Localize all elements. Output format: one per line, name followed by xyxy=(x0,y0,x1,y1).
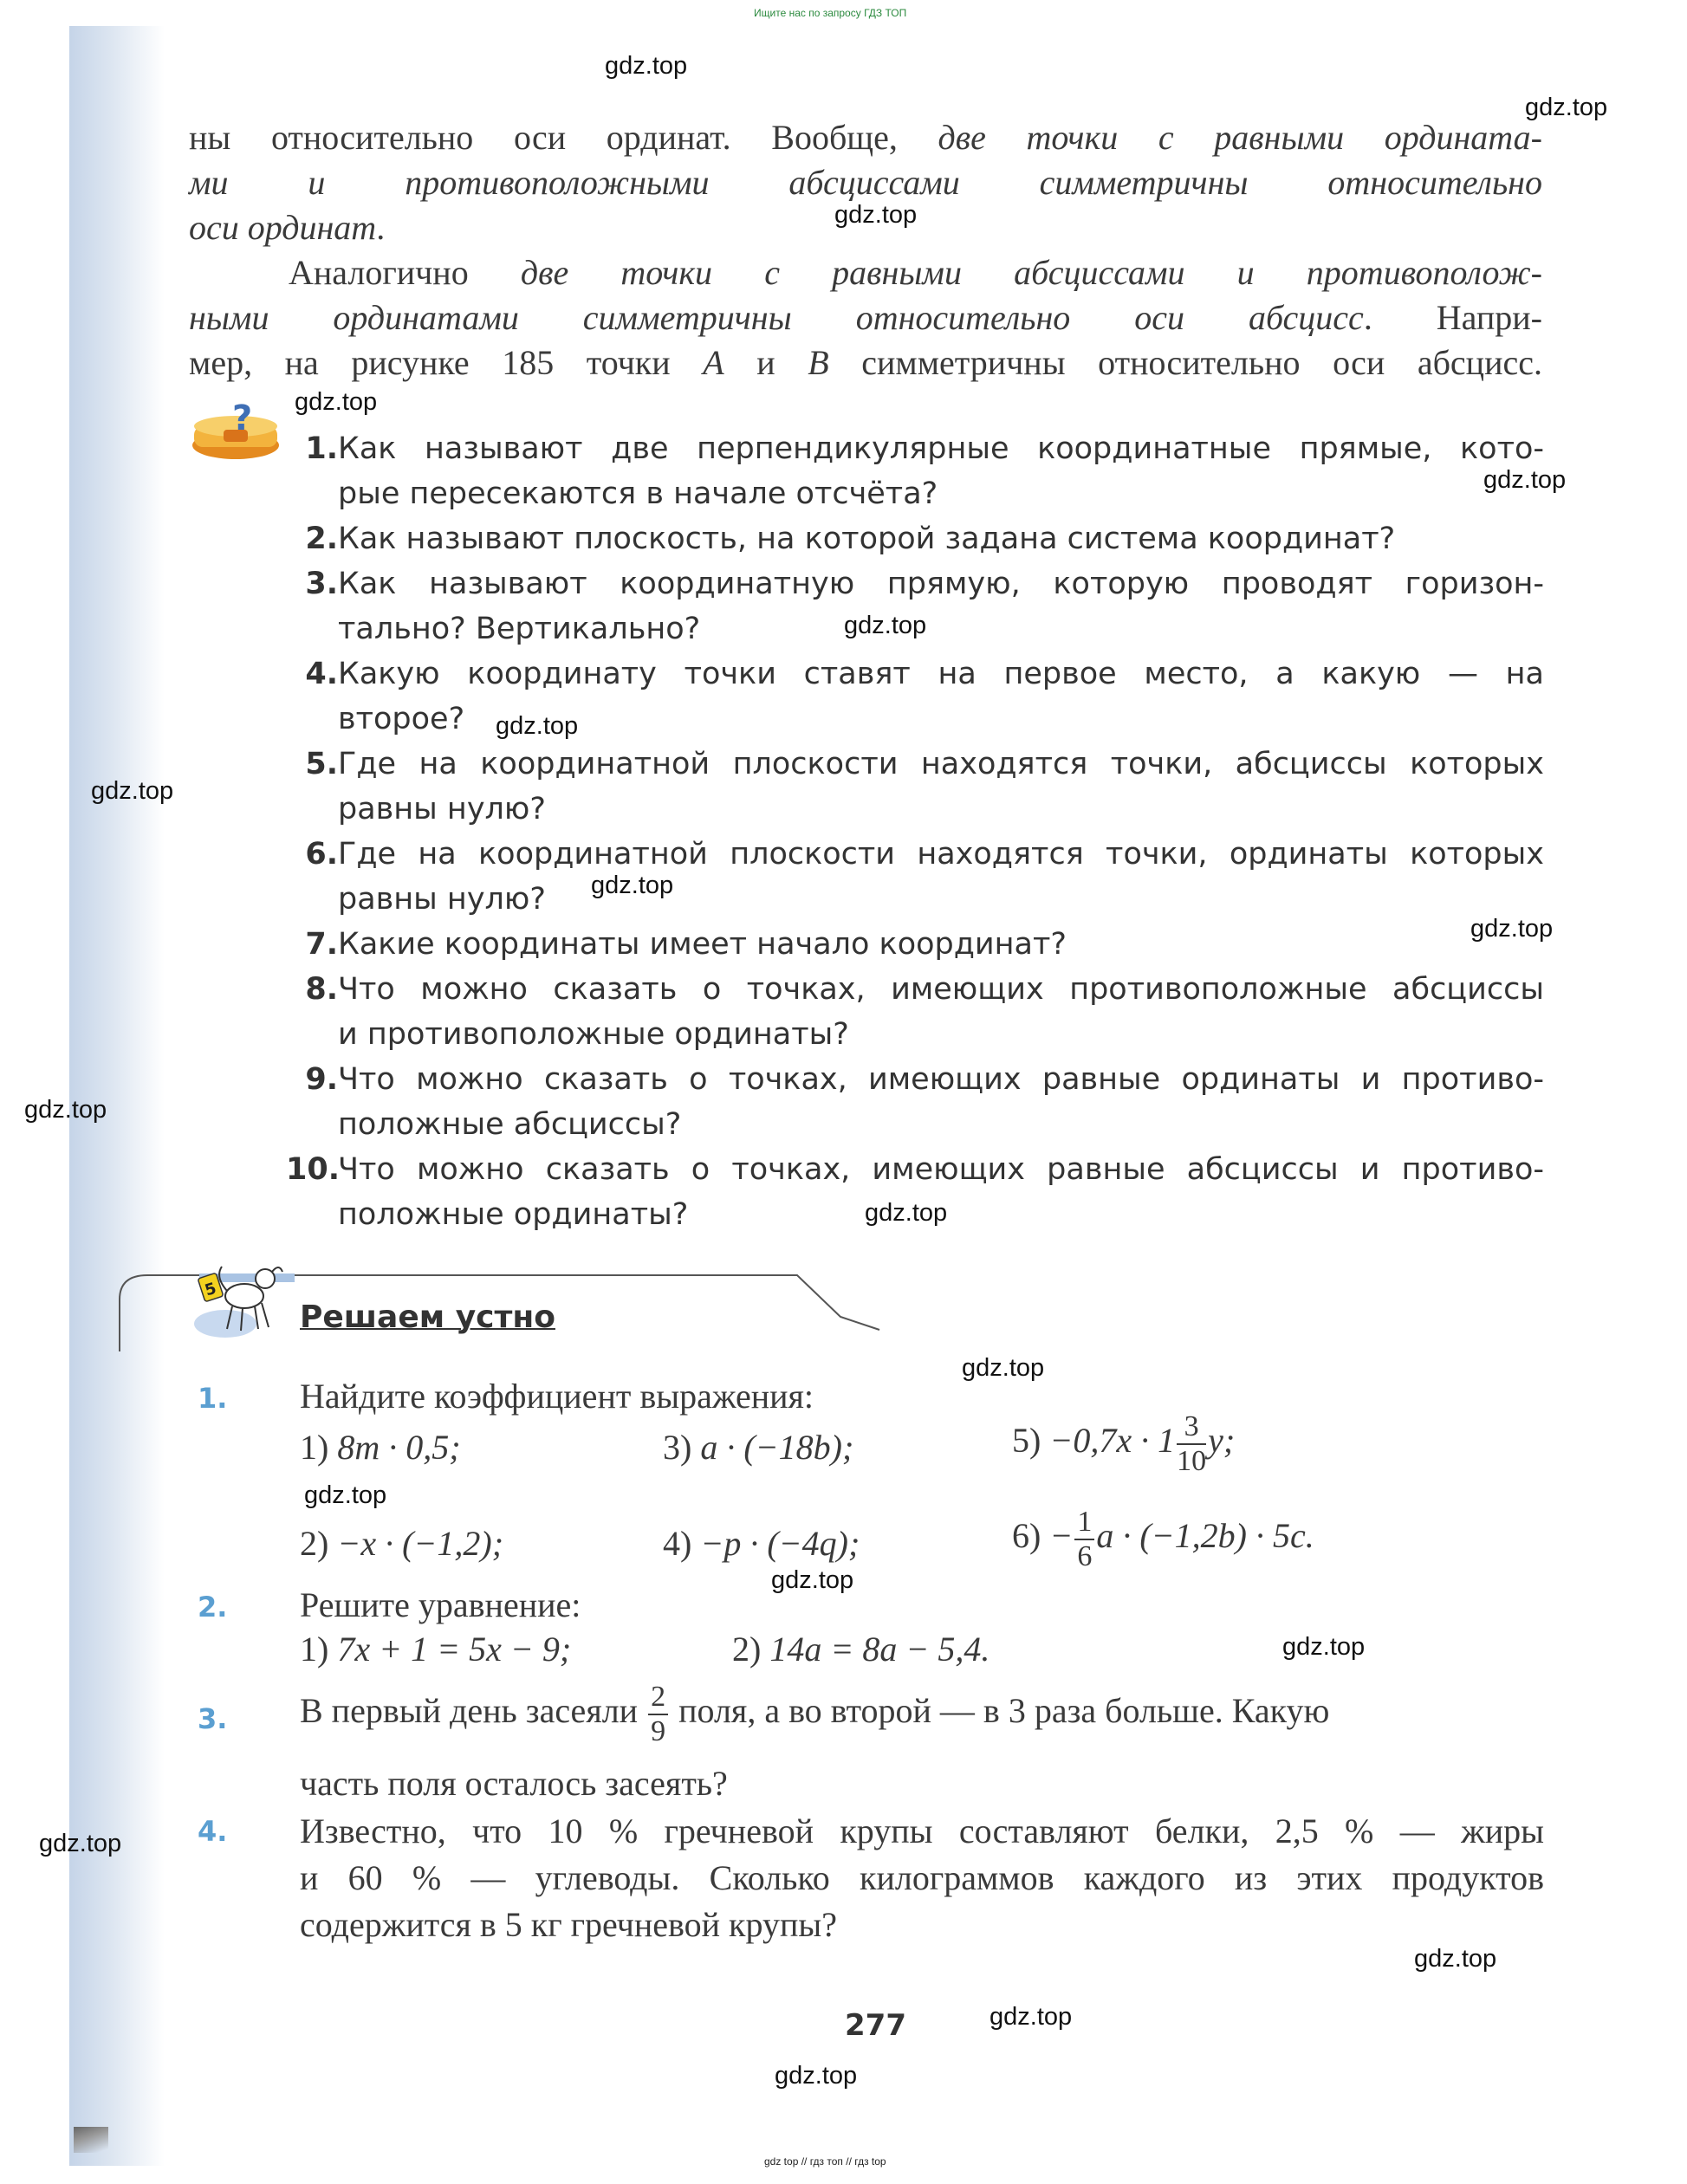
exercise-1-prompt: Найдите коэффициент выражения: xyxy=(300,1377,814,1416)
exercise-1-item-2: 2) −x · (−1,2); xyxy=(300,1524,504,1563)
exercise-1-item-1: 1) 8m · 0,5; xyxy=(300,1428,461,1467)
fraction: $\frac{2}{9}$ xyxy=(648,1682,668,1747)
exercise-2-number: 2. xyxy=(198,1591,228,1623)
exercise-2-item-1: 1) 7x + 1 = 5x − 9; xyxy=(300,1630,572,1669)
exercise-3-number: 3. xyxy=(198,1702,228,1735)
exercise-1-item-6: 6) − $\frac{1}{6}$ a · (−1,2b) · 5c. xyxy=(1012,1506,1314,1572)
exercise-4-number: 4. xyxy=(198,1815,228,1848)
intro-line-1: ны относительно оси ординат. Вообще, две точки с равными ордината- xyxy=(189,118,1542,157)
question-6: 6. Где на координатной плоскости находятся точки, ординаты которых равны нулю? xyxy=(305,837,1544,917)
exercise-1-number: 1. xyxy=(198,1382,228,1415)
svg-text:?: ? xyxy=(232,400,253,438)
section-title: Решаем устно xyxy=(300,1299,555,1335)
exercise-2-item-2: 2) 14a = 8a − 5,4. xyxy=(732,1630,990,1669)
dog-mascot-icon xyxy=(192,1246,286,1343)
second-line-3: мер, на рисунке 185 точки A и B симметричны относительно оси абсцисс. xyxy=(189,343,1542,382)
question-1: 1. Как называют две перпендикулярные координатные прямые, кото- рые пересекаются в начале отсчёта? xyxy=(305,431,1544,511)
fraction: $\frac{3}{10}$ xyxy=(1177,1410,1207,1477)
watermark: gdz.top xyxy=(865,1199,948,1227)
exercise-4-line-1: Известно, что 10 % гречневой крупы составляют белки, 2,5 % — жиры xyxy=(300,1811,1544,1850)
question-10: 10. Что можно сказать о точках, имеющих равные абсциссы и противо- положные ординаты? xyxy=(286,1152,1544,1232)
question-7: 7. Какие координаты имеет начало координат? xyxy=(305,927,1067,962)
watermark: gdz.top xyxy=(1470,915,1554,943)
watermark: gdz.top xyxy=(1282,1633,1366,1661)
watermark: gdz.top xyxy=(775,2062,858,2090)
top-banner: Ищите нас по запросу ГДЗ ТОП xyxy=(754,7,907,19)
watermark: gdz.top xyxy=(1483,466,1567,494)
exercise-4-line-3: содержится в 5 кг гречневой крупы? xyxy=(300,1905,837,1944)
watermark: gdz.top xyxy=(605,52,688,80)
exercise-3-line-2: часть поля осталось засеять? xyxy=(300,1764,728,1803)
second-line-2: ными ординатами симметричны относительно оси абсцисс. Напри- xyxy=(189,298,1543,337)
intro-line-2: ми и противоположными абсциссами симметричны относительно xyxy=(189,163,1542,202)
watermark: gdz.top xyxy=(962,1354,1045,1382)
fraction: $\frac{1}{6}$ xyxy=(1074,1507,1094,1572)
watermark: gdz.top xyxy=(24,1096,107,1124)
watermark: gdz.top xyxy=(1525,94,1608,121)
question-3: 3. Как называют координатную прямую, которую проводят горизон- тально? Вертикально? xyxy=(305,567,1544,646)
watermark: gdz.top xyxy=(304,1481,387,1509)
watermark: gdz.top xyxy=(844,612,927,639)
watermark: gdz.top xyxy=(989,2003,1073,2031)
watermark: gdz.top xyxy=(1414,1945,1497,1973)
watermark: gdz.top xyxy=(91,777,174,805)
exercise-1-item-4: 4) −p · (−4q); xyxy=(663,1524,860,1563)
watermark: gdz.top xyxy=(591,872,674,899)
second-line-1: Аналогично две точки с равными абсциссами и противополож- xyxy=(289,253,1542,292)
page-corner-shadow xyxy=(74,2127,108,2153)
question-4: 4. Какую координату точки ставят на первое место, а какую — на второе? xyxy=(305,657,1544,736)
intro-line-3: оси ординат. xyxy=(189,208,386,247)
exercise-3-line-1: В первый день засеяли $\frac{2}{9}$ поля, а во второй — в 3 раза больше. Какую xyxy=(300,1681,1330,1747)
question-8: 8. Что можно сказать о точках, имеющих противоположные абсциссы и противоположные ординаты? xyxy=(305,972,1544,1052)
page-number: 277 xyxy=(845,2008,906,2043)
exercise-1-item-3: 3) a · (−18b); xyxy=(663,1428,854,1467)
watermark: gdz.top xyxy=(834,201,918,229)
exercise-4-line-2: и 60 % — углеводы. Сколько килограммов каждого из этих продуктов xyxy=(300,1858,1544,1897)
footer-banner: gdz top // гдз топ // гдз top xyxy=(764,2155,886,2168)
question-5: 5. Где на координатной плоскости находятся точки, абсциссы которых равны нулю? xyxy=(305,747,1544,826)
question-9: 9. Что можно сказать о точках, имеющих равные ординаты и противо- положные абсциссы? xyxy=(305,1062,1544,1142)
watermark: gdz.top xyxy=(496,712,579,740)
watermark: gdz.top xyxy=(39,1830,122,1857)
badge-number: 5 xyxy=(202,1279,219,1300)
exercise-2-prompt: Решите уравнение: xyxy=(300,1585,581,1624)
exercise-1-item-5: 5) −0,7x · 1 $\frac{3}{10}$ y; xyxy=(1012,1410,1236,1477)
watermark: gdz.top xyxy=(771,1566,854,1594)
watermark: gdz.top xyxy=(295,388,378,416)
question-box-icon xyxy=(189,400,282,461)
question-2: 2. Как называют плоскость, на которой задана система координат? xyxy=(305,522,1396,556)
